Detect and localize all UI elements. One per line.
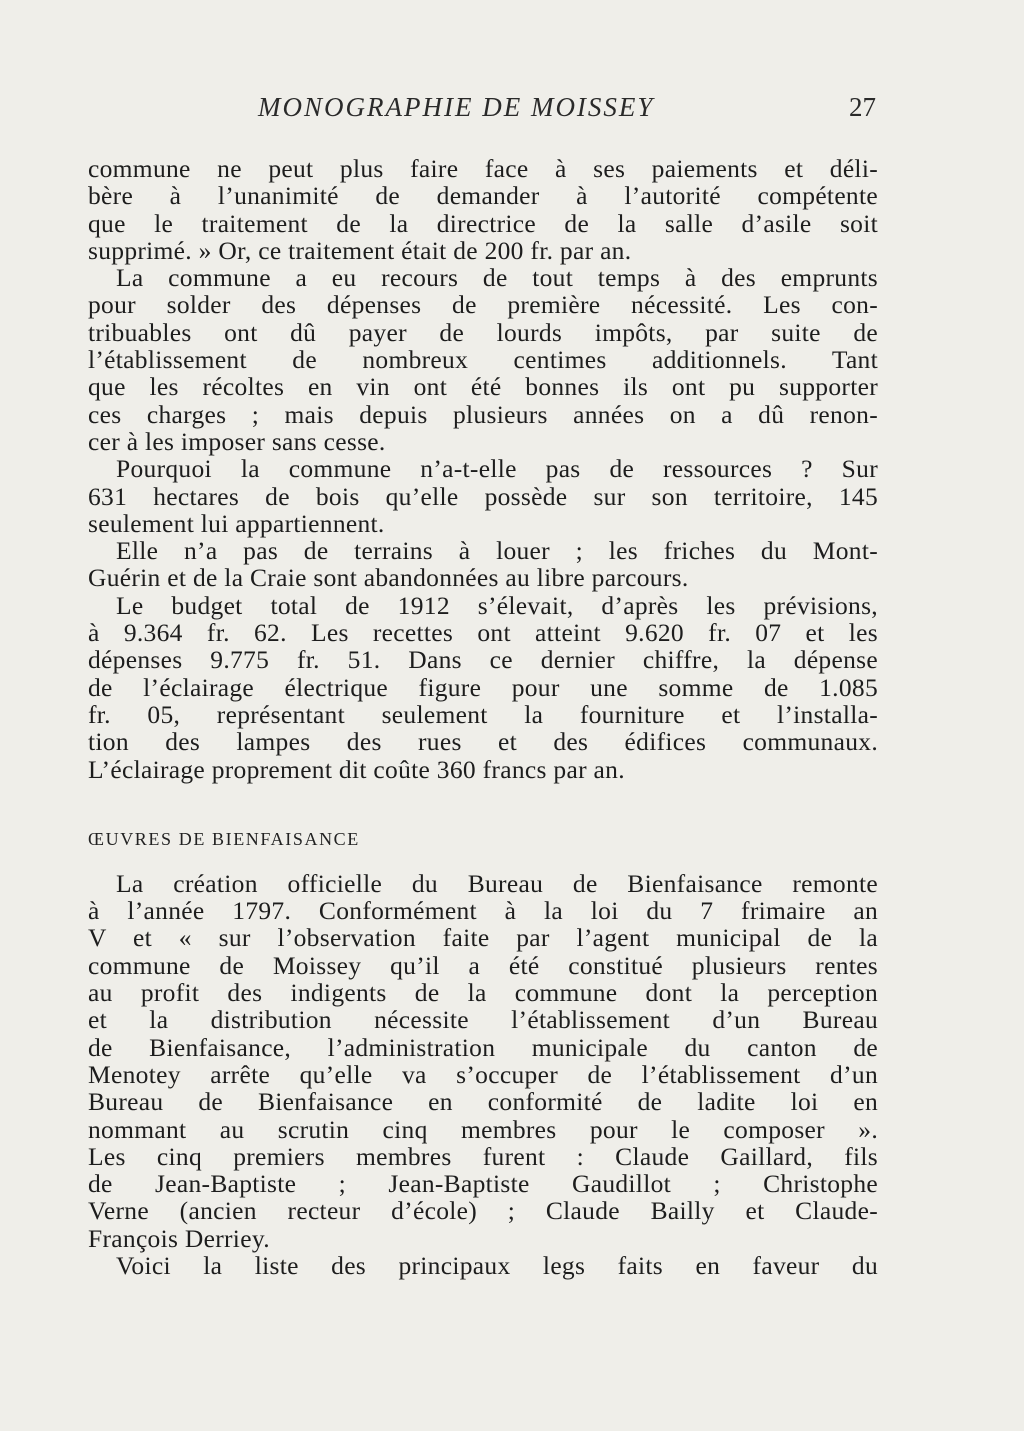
text-line: Pourquoi la commune n’a-t-elle pas de ressources ? Sur [116,454,878,484]
text-line: cer à les imposer sans cesse. [88,426,386,456]
body-text [88,155,878,1279]
text-line: La création officielle du Bureau de Bienfaisance remonte [116,868,878,898]
text-line: tion des lampes des rues et des édifices communaux. [88,727,878,757]
text-line: Verne (ancien recteur d’école) ; Claude Bailly et Claude- [88,1196,878,1226]
running-title: MONOGRAPHIE DE MOISSEY [258,92,655,122]
text-line: La commune a eu recours de tout temps à des emprunts [116,263,878,293]
text-line: l’établissement de nombreux centimes additionnels. Tant [88,345,878,375]
text-line: seulement lui appartiennent. [88,508,385,538]
text-line: que le traitement de la directrice de la salle d’asile soit [88,208,878,238]
running-header [88,92,876,126]
text-line: et la distribution nécessite l’établissement d’un Bureau [88,1005,878,1035]
text-line: Les cinq premiers membres furent : Claude Gaillard, fils [88,1141,878,1171]
text-line: supprimé. » Or, ce traitement était de 200 fr. par an. [88,235,632,265]
text-line: fr. 05, représentant seulement la fourniture et l’installa- [88,699,878,729]
text-line: pour solder des dépenses de première nécessité. Les con- [88,290,878,320]
text-line: V et « sur l’observation faite par l’agent municipal de la [88,923,878,953]
text-line: Bureau de Bienfaisance en conformité de ladite loi en [88,1087,878,1117]
text-line: nommant au scrutin cinq membres pour le composer ». [88,1114,878,1144]
paragraphs-finances [88,155,878,783]
text-line: à 9.364 fr. 62. Les recettes ont atteint 9.620 fr. 07 et les [88,618,878,648]
text-line: de Jean-Baptiste ; Jean-Baptiste Gaudillot ; Christophe [88,1169,878,1199]
text-line: commune ne peut plus faire face à ses paiements et déli- [88,154,878,183]
text-line: tribuables ont dû payer de lourds impôts, par suite de [88,317,878,347]
section-heading: ŒUVRES DE BIENFAISANCE [88,828,360,849]
text-line: Voici la liste des principaux legs faits en faveur du [116,1250,878,1280]
paragraphs-bienfaisance [88,870,878,1279]
page-number: 27 [849,92,876,122]
text-line: que les récoltes en vin ont été bonnes ils ont pu supporter [88,372,878,402]
text-line: Guérin et de la Craie sont abandonnées au libre parcours. [88,563,689,593]
text-line: dépenses 9.775 fr. 51. Dans ce dernier chiffre, la dépense [88,645,878,675]
text-line: Le budget total de 1912 s’élevait, d’après les prévisions, [116,590,878,620]
text-line: de Bienfaisance, l’administration municipale du canton de [88,1032,878,1062]
text-line: à l’année 1797. Conformément à la loi du 7 frimaire an [88,896,878,926]
text-line: 631 hectares de bois qu’elle possède sur son territoire, 145 [88,481,878,511]
text-line: Menotey arrête qu’elle va s’occuper de l’établissement d’un [88,1059,878,1089]
text-line: ces charges ; mais depuis plusieurs années on a dû renon- [88,399,878,429]
text-line: au profit des indigents de la commune dont la perception [88,978,878,1008]
text-line: de l’éclairage électrique figure pour une somme de 1.085 [88,672,878,702]
text-line: commune de Moissey qu’il a été constitué plusieurs rentes [88,950,878,980]
text-line: L’éclairage proprement dit coûte 360 francs par an. [88,754,625,784]
text-line: bère à l’unanimité de demander à l’autorité compétente [88,181,878,211]
text-line: Elle n’a pas de terrains à louer ; les friches du Mont- [116,536,878,566]
text-line: François Derriey. [88,1223,270,1253]
